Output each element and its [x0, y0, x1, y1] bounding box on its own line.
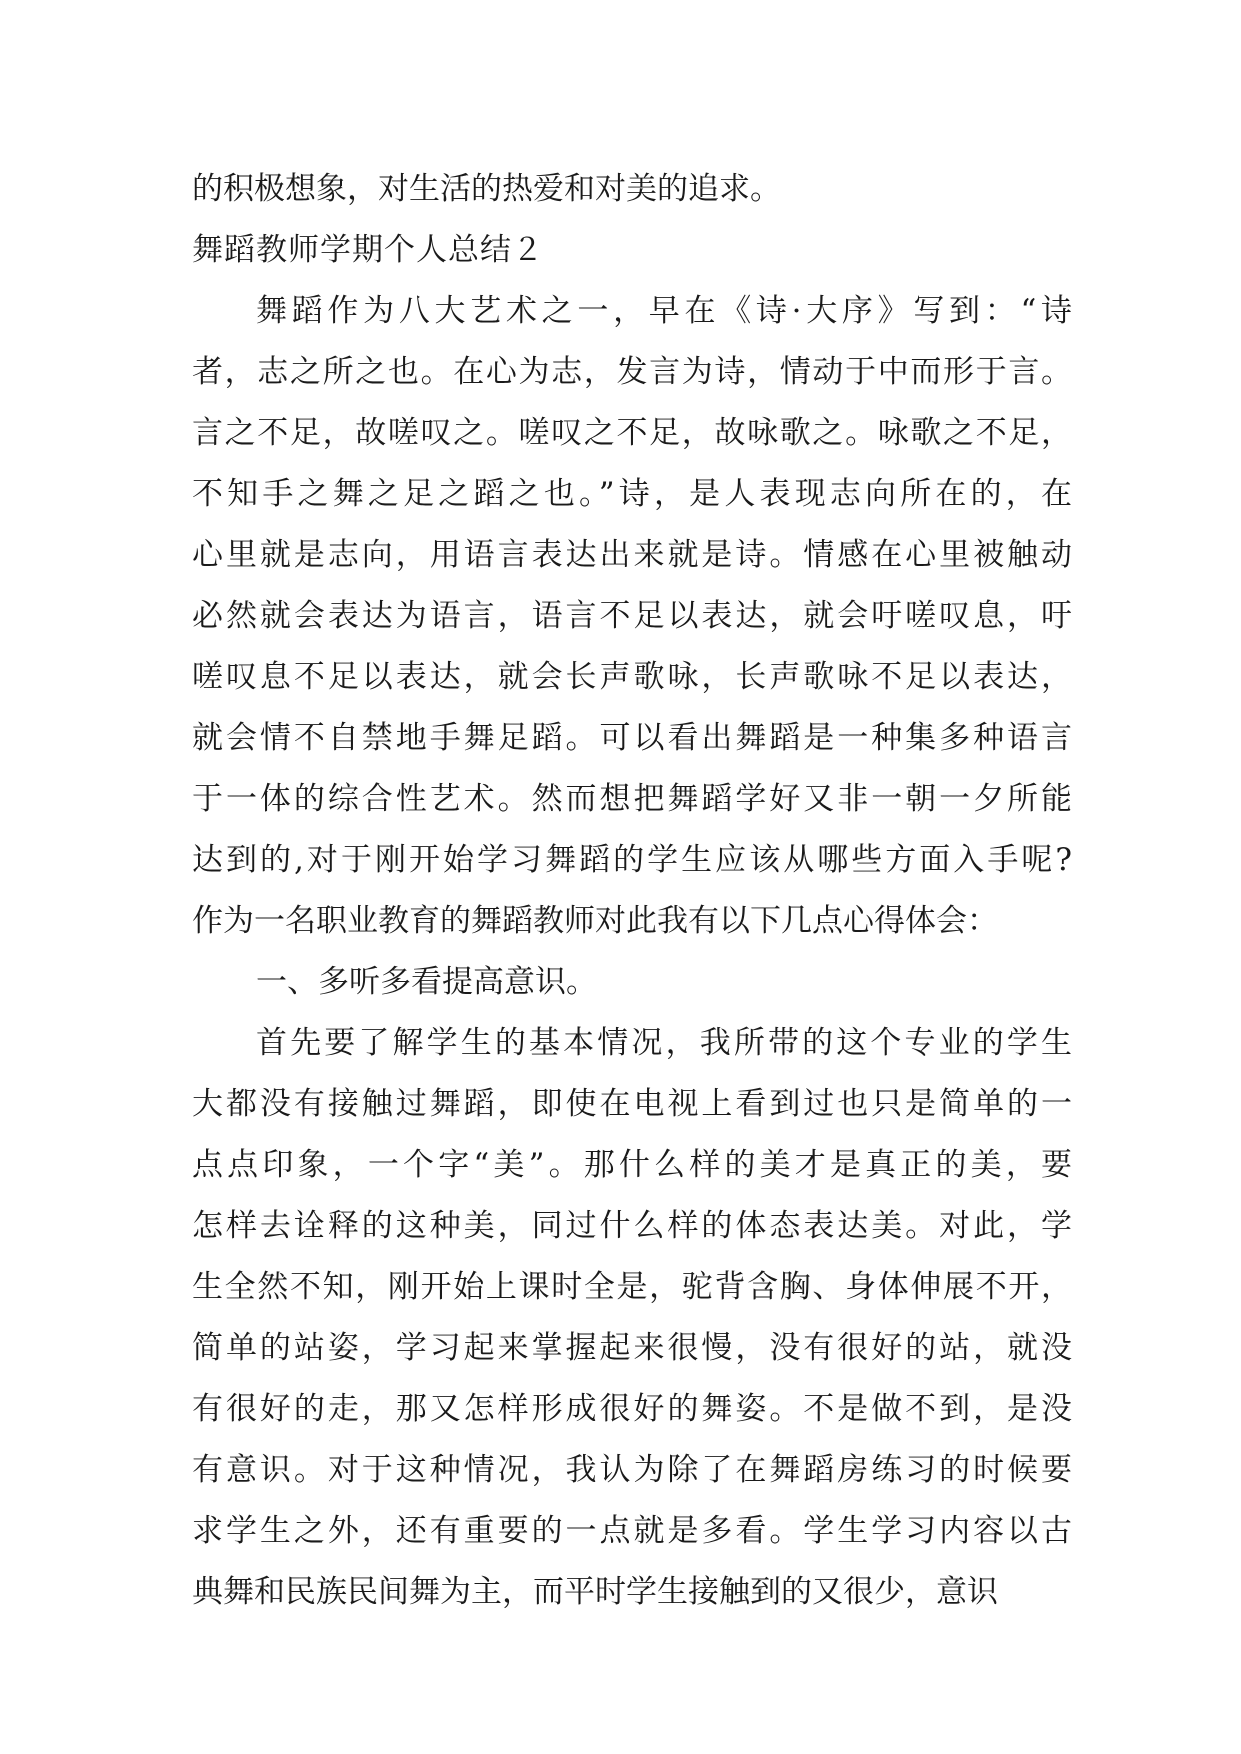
text-line: 必然就会表达为语言，语言不足以表达，就会吁嗟叹息，吁	[192, 598, 1072, 634]
text-line: 心里就是志向，用语言表达出来就是诗。情感在心里被触动	[192, 537, 1072, 573]
text-line: 怎样去诠释的这种美，同过什么样的体态表达美。对此，学	[192, 1208, 1072, 1244]
text-line: 就会情不自禁地手舞足蹈。可以看出舞蹈是一种集多种语言	[192, 720, 1072, 756]
text-line: 言之不足，故嗟叹之。嗟叹之不足，故咏歌之。咏歌之不足，	[192, 415, 1072, 451]
subsection-heading: 一、多听多看提高意识。	[256, 964, 597, 1000]
text-line: 作为一名职业教育的舞蹈教师对此我有以下几点心得体会：	[192, 903, 998, 939]
text-line: 点点印象，一个字“美”。那什么样的美才是真正的美，要	[192, 1147, 1072, 1183]
text-line: 嗟叹息不足以表达，就会长声歌咏，长声歌咏不足以表达，	[192, 659, 1072, 695]
text-line: 有意识。对于这种情况，我认为除了在舞蹈房练习的时候要	[192, 1452, 1072, 1488]
text-line: 生全然不知，刚开始上课时全是，驼背含胸、身体伸展不开，	[192, 1269, 1072, 1305]
text-line: 简单的站姿，学习起来掌握起来很慢，没有很好的站，就没	[192, 1330, 1072, 1366]
text-line: 有很好的走，那又怎样形成很好的舞姿。不是做不到，是没	[192, 1391, 1072, 1427]
paragraph-first-line: 首先要了解学生的基本情况，我所带的这个专业的学生	[256, 1025, 1072, 1061]
section-heading: 舞蹈教师学期个人总结２	[192, 232, 544, 268]
text-line: 求学生之外，还有重要的一点就是多看。学生学习内容以古	[192, 1513, 1072, 1549]
text-line: 者，志之所之也。在心为志，发言为诗，情动于中而形于言。	[192, 354, 1072, 390]
text-line: 典舞和民族民间舞为主，而平时学生接触到的又很少，意识	[192, 1574, 998, 1610]
text-line: 于一体的综合性艺术。然而想把舞蹈学好又非一朝一夕所能	[192, 781, 1072, 817]
text-line: 达到的,对于刚开始学习舞蹈的学生应该从哪些方面入手呢?	[192, 842, 1072, 878]
text-line: 不知手之舞之足之蹈之也。”诗，是人表现志向所在的，在	[192, 476, 1072, 512]
document-body	[192, 159, 1072, 1623]
text-line: 的积极想象，对生活的热爱和对美的追求。	[192, 171, 781, 207]
text-line: 大都没有接触过舞蹈，即使在电视上看到过也只是简单的一	[192, 1086, 1072, 1122]
paragraph-first-line: 舞蹈作为八大艺术之一，早在《诗·大序》写到：“诗	[256, 293, 1072, 329]
